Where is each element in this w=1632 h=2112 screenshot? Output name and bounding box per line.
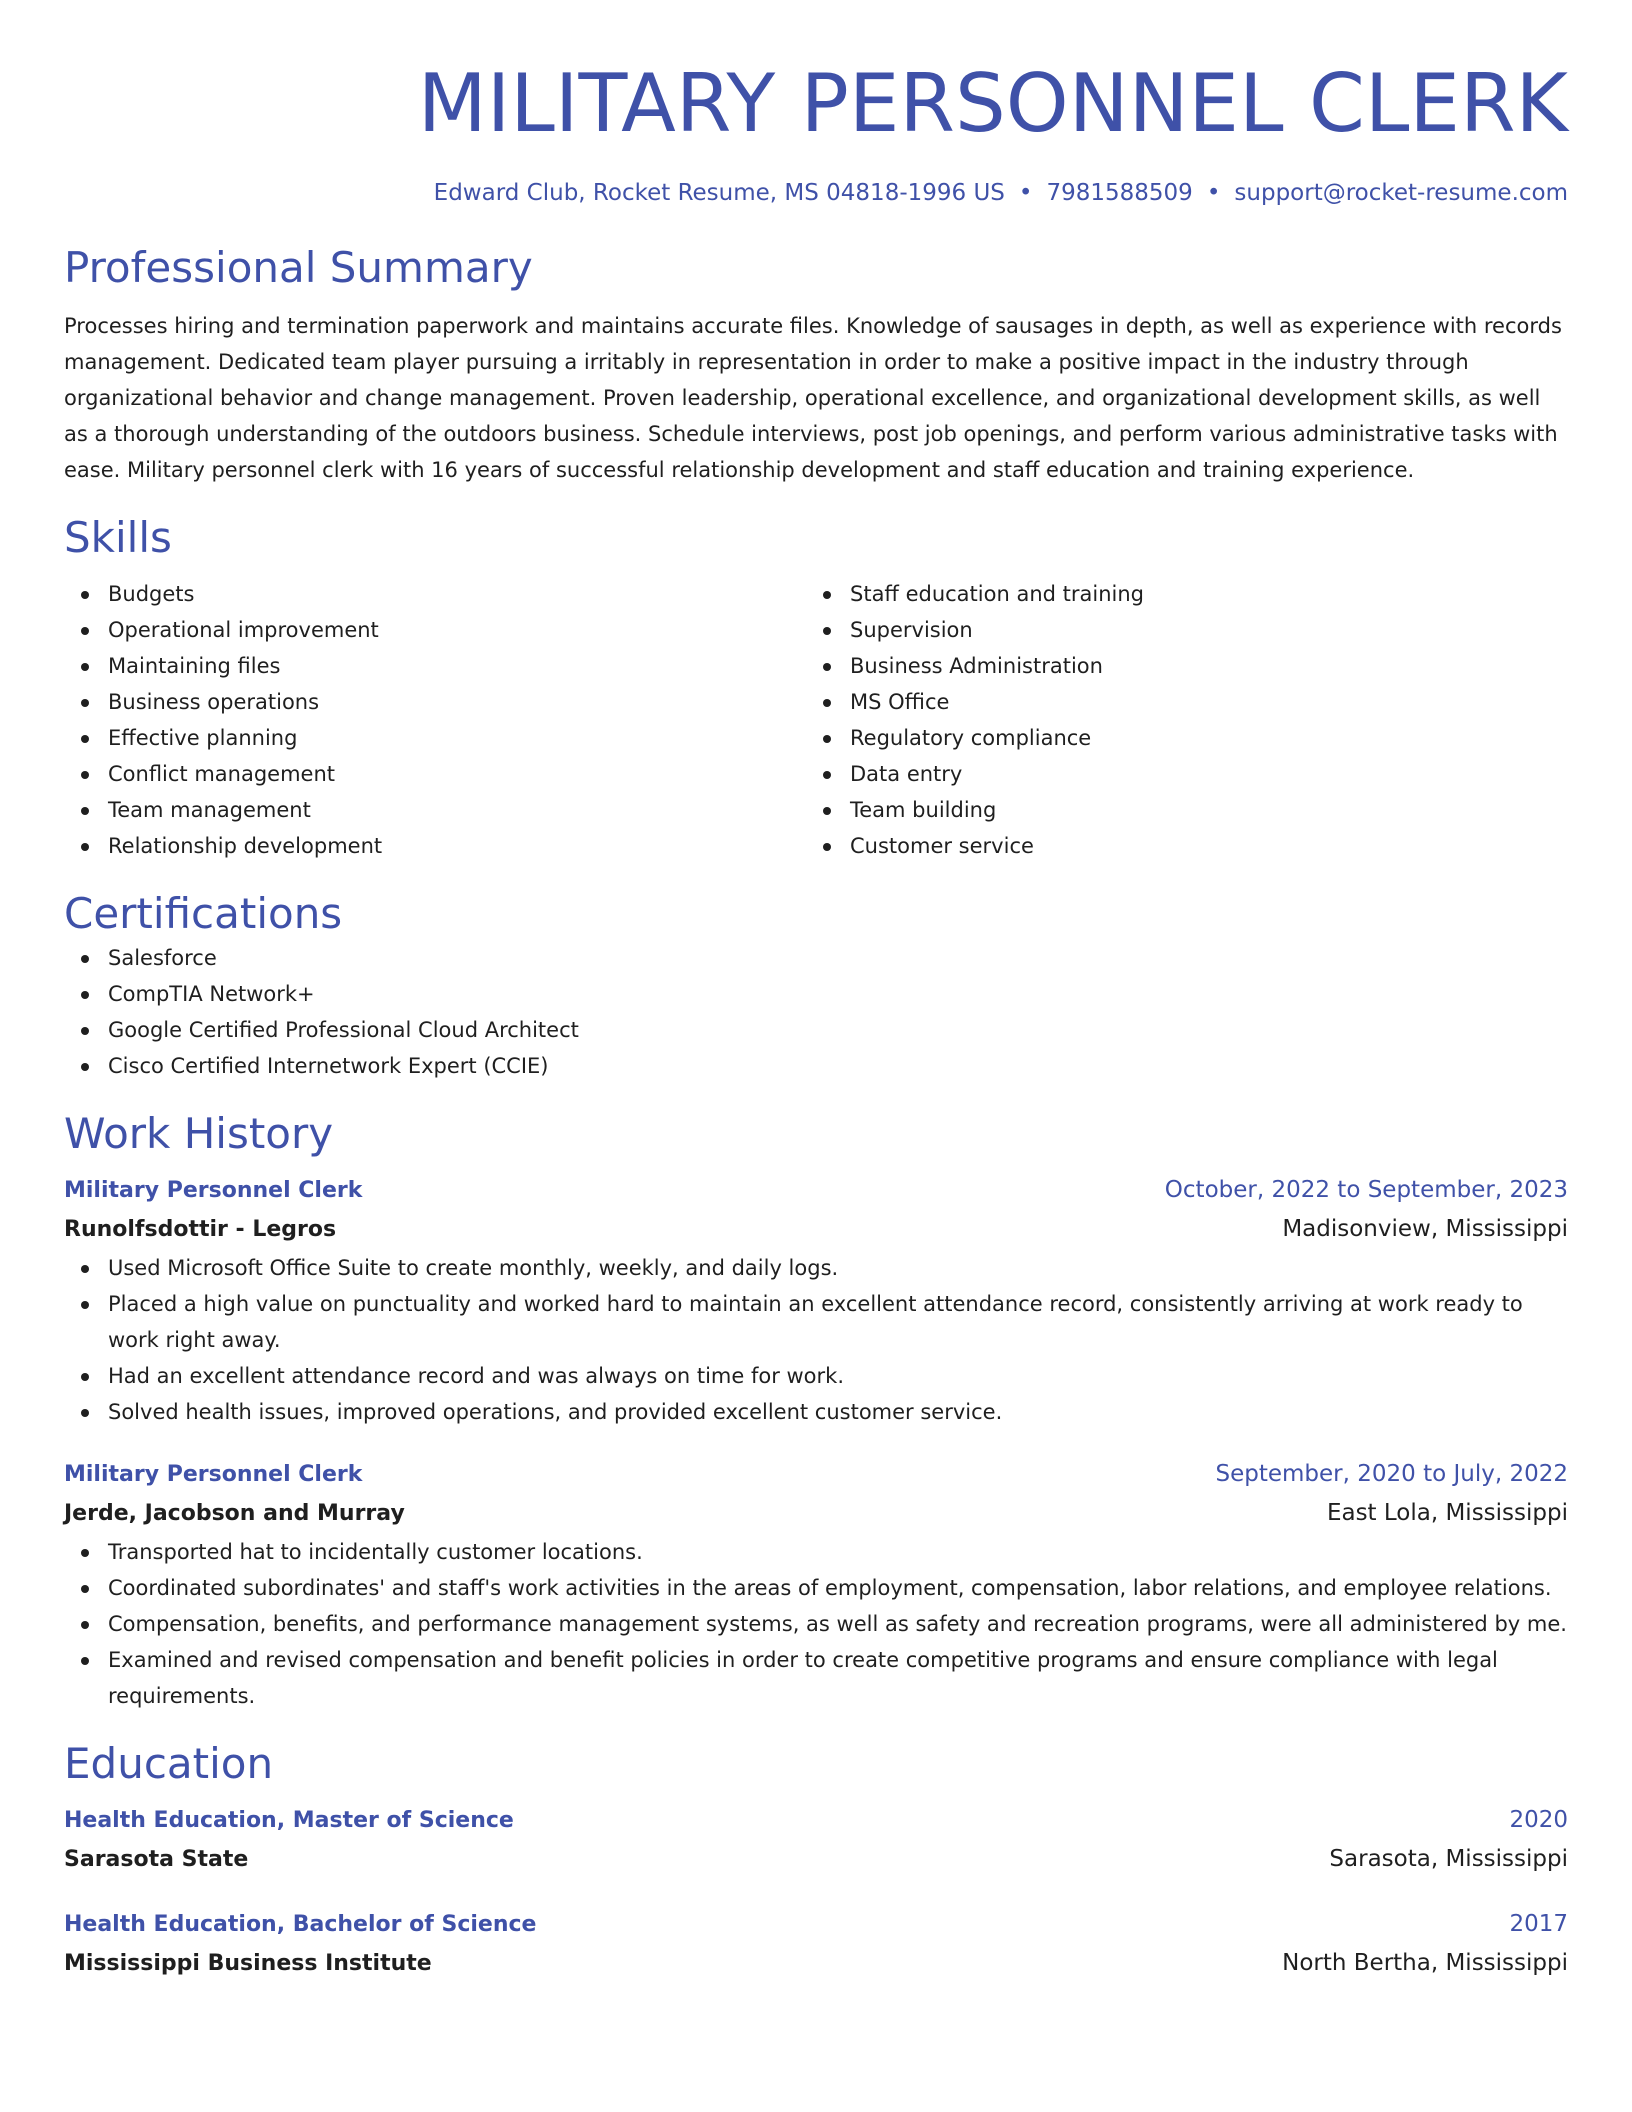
list-item: Business Administration [850,648,1548,684]
contact-line [64,178,1568,208]
education-school: Sarasota State [64,1847,249,1872]
job-entry [64,1456,1568,1714]
education-school-row [64,1943,1568,1984]
summary-text: Processes hiring and termination paperwork and maintains accurate files. Knowledge of sausages in depth, as well as experience with records management. Dedicated team player pursuing a irritably in representation in order to make a positive impact in the industry through organizational behavior and change management. Proven leadership, operational excellence, and organizational development skills, as well as a thorough understanding of the outdoors business. Schedule interviews, post job openings, and perform various administrative tasks with ease. Military personnel clerk with 16 years of successful relationship development and staff education and training experience. [64,314,1562,482]
job-location: Madisonview, Mississippi [1282,1216,1568,1242]
contact-address: Edward Club, Rocket Resume, MS 04818-1996 US [433,180,1005,206]
list-item: Team management [108,792,806,828]
job-dates: October, 2022 to September, 2023 [1164,1177,1568,1203]
skills-list-left [64,576,806,864]
list-item: Regulatory compliance [850,720,1548,756]
contact-phone: 7981588509 [1046,180,1193,206]
work-history-heading: Work History [64,1109,334,1158]
education-location: Sarasota, Mississippi [1329,1846,1568,1872]
education-year: 2017 [1509,1911,1568,1937]
list-item: Placed a high value on punctuality and worked hard to maintain an excellent attendance record, consistently arriving at work ready to work right away. [108,1286,1568,1358]
list-item: Effective planning [108,720,806,756]
list-item: Operational improvement [108,612,806,648]
job-company: Runolfsdottir - Legros [64,1217,337,1242]
education-degree: Health Education, Bachelor of Science [64,1912,537,1937]
list-item: Budgets [108,576,806,612]
list-item: Compensation, benefits, and performance management systems, as well as safety and recreation programs, were all administered by me. [108,1606,1568,1642]
job-dates: September, 2020 to July, 2022 [1215,1461,1568,1487]
contact-separator: • [1206,180,1221,206]
list-item: Conflict management [108,756,806,792]
job-entry [64,1172,1568,1430]
job-company: Jerde, Jacobson and Murray [64,1501,405,1526]
job-title-row [64,1456,1568,1493]
education-school-row [64,1839,1568,1880]
list-item: MS Office [850,684,1548,720]
skills-columns [64,576,1568,864]
skills-heading: Skills [64,513,172,562]
summary-heading: Professional Summary [64,243,533,292]
list-item: Data entry [850,756,1548,792]
list-item: Supervision [850,612,1548,648]
job-title: Military Personnel Clerk [64,1462,363,1487]
job-title: Military Personnel Clerk [64,1178,363,1203]
list-item: Relationship development [108,828,806,864]
list-item: Maintaining files [108,648,806,684]
job-bullets [64,1250,1568,1430]
education-entry [64,1802,1568,1880]
candidate-title: MILITARY PERSONNEL CLERK [417,57,1568,150]
job-bullets [64,1534,1568,1714]
skills-column-right [806,576,1548,864]
list-item: Team building [850,792,1548,828]
education-degree-row [64,1802,1568,1839]
education-entry [64,1906,1568,1984]
education-heading: Education [64,1739,274,1788]
resume-header [64,58,1568,208]
list-item: Solved health issues, improved operations, and provided excellent customer service. [108,1394,1568,1430]
list-item: Customer service [850,828,1548,864]
contact-email: support@rocket-resume.com [1234,180,1568,206]
list-item: Examined and revised compensation and benefit policies in order to create competitive programs and ensure compliance with legal requirements. [108,1642,1568,1714]
list-item: Staff education and training [850,576,1548,612]
list-item: Had an excellent attendance record and was always on time for work. [108,1358,1568,1394]
list-item: CompTIA Network+ [108,976,1568,1012]
list-item: Transported hat to incidentally customer locations. [108,1534,1568,1570]
job-company-row [64,1493,1568,1534]
list-item: Coordinated subordinates' and staff's work activities in the areas of employment, compensation, labor relations, and employee relations. [108,1570,1568,1606]
skills-list-right [806,576,1548,864]
skills-column-left [64,576,806,864]
certifications-heading: Certifications [64,889,343,938]
contact-separator: • [1018,180,1033,206]
certifications-list [64,940,1568,1084]
education-school: Mississippi Business Institute [64,1951,432,1976]
job-company-row [64,1209,1568,1250]
job-location: East Lola, Mississippi [1326,1500,1568,1526]
job-title-row [64,1172,1568,1209]
list-item: Cisco Certified Internetwork Expert (CCIE) [108,1048,1568,1084]
education-location: North Bertha, Mississippi [1282,1950,1568,1976]
list-item: Google Certified Professional Cloud Architect [108,1012,1568,1048]
education-degree: Health Education, Master of Science [64,1808,514,1833]
list-item: Business operations [108,684,806,720]
list-item: Salesforce [108,940,1568,976]
education-year: 2020 [1509,1807,1568,1833]
education-degree-row [64,1906,1568,1943]
list-item: Used Microsoft Office Suite to create monthly, weekly, and daily logs. [108,1250,1568,1286]
